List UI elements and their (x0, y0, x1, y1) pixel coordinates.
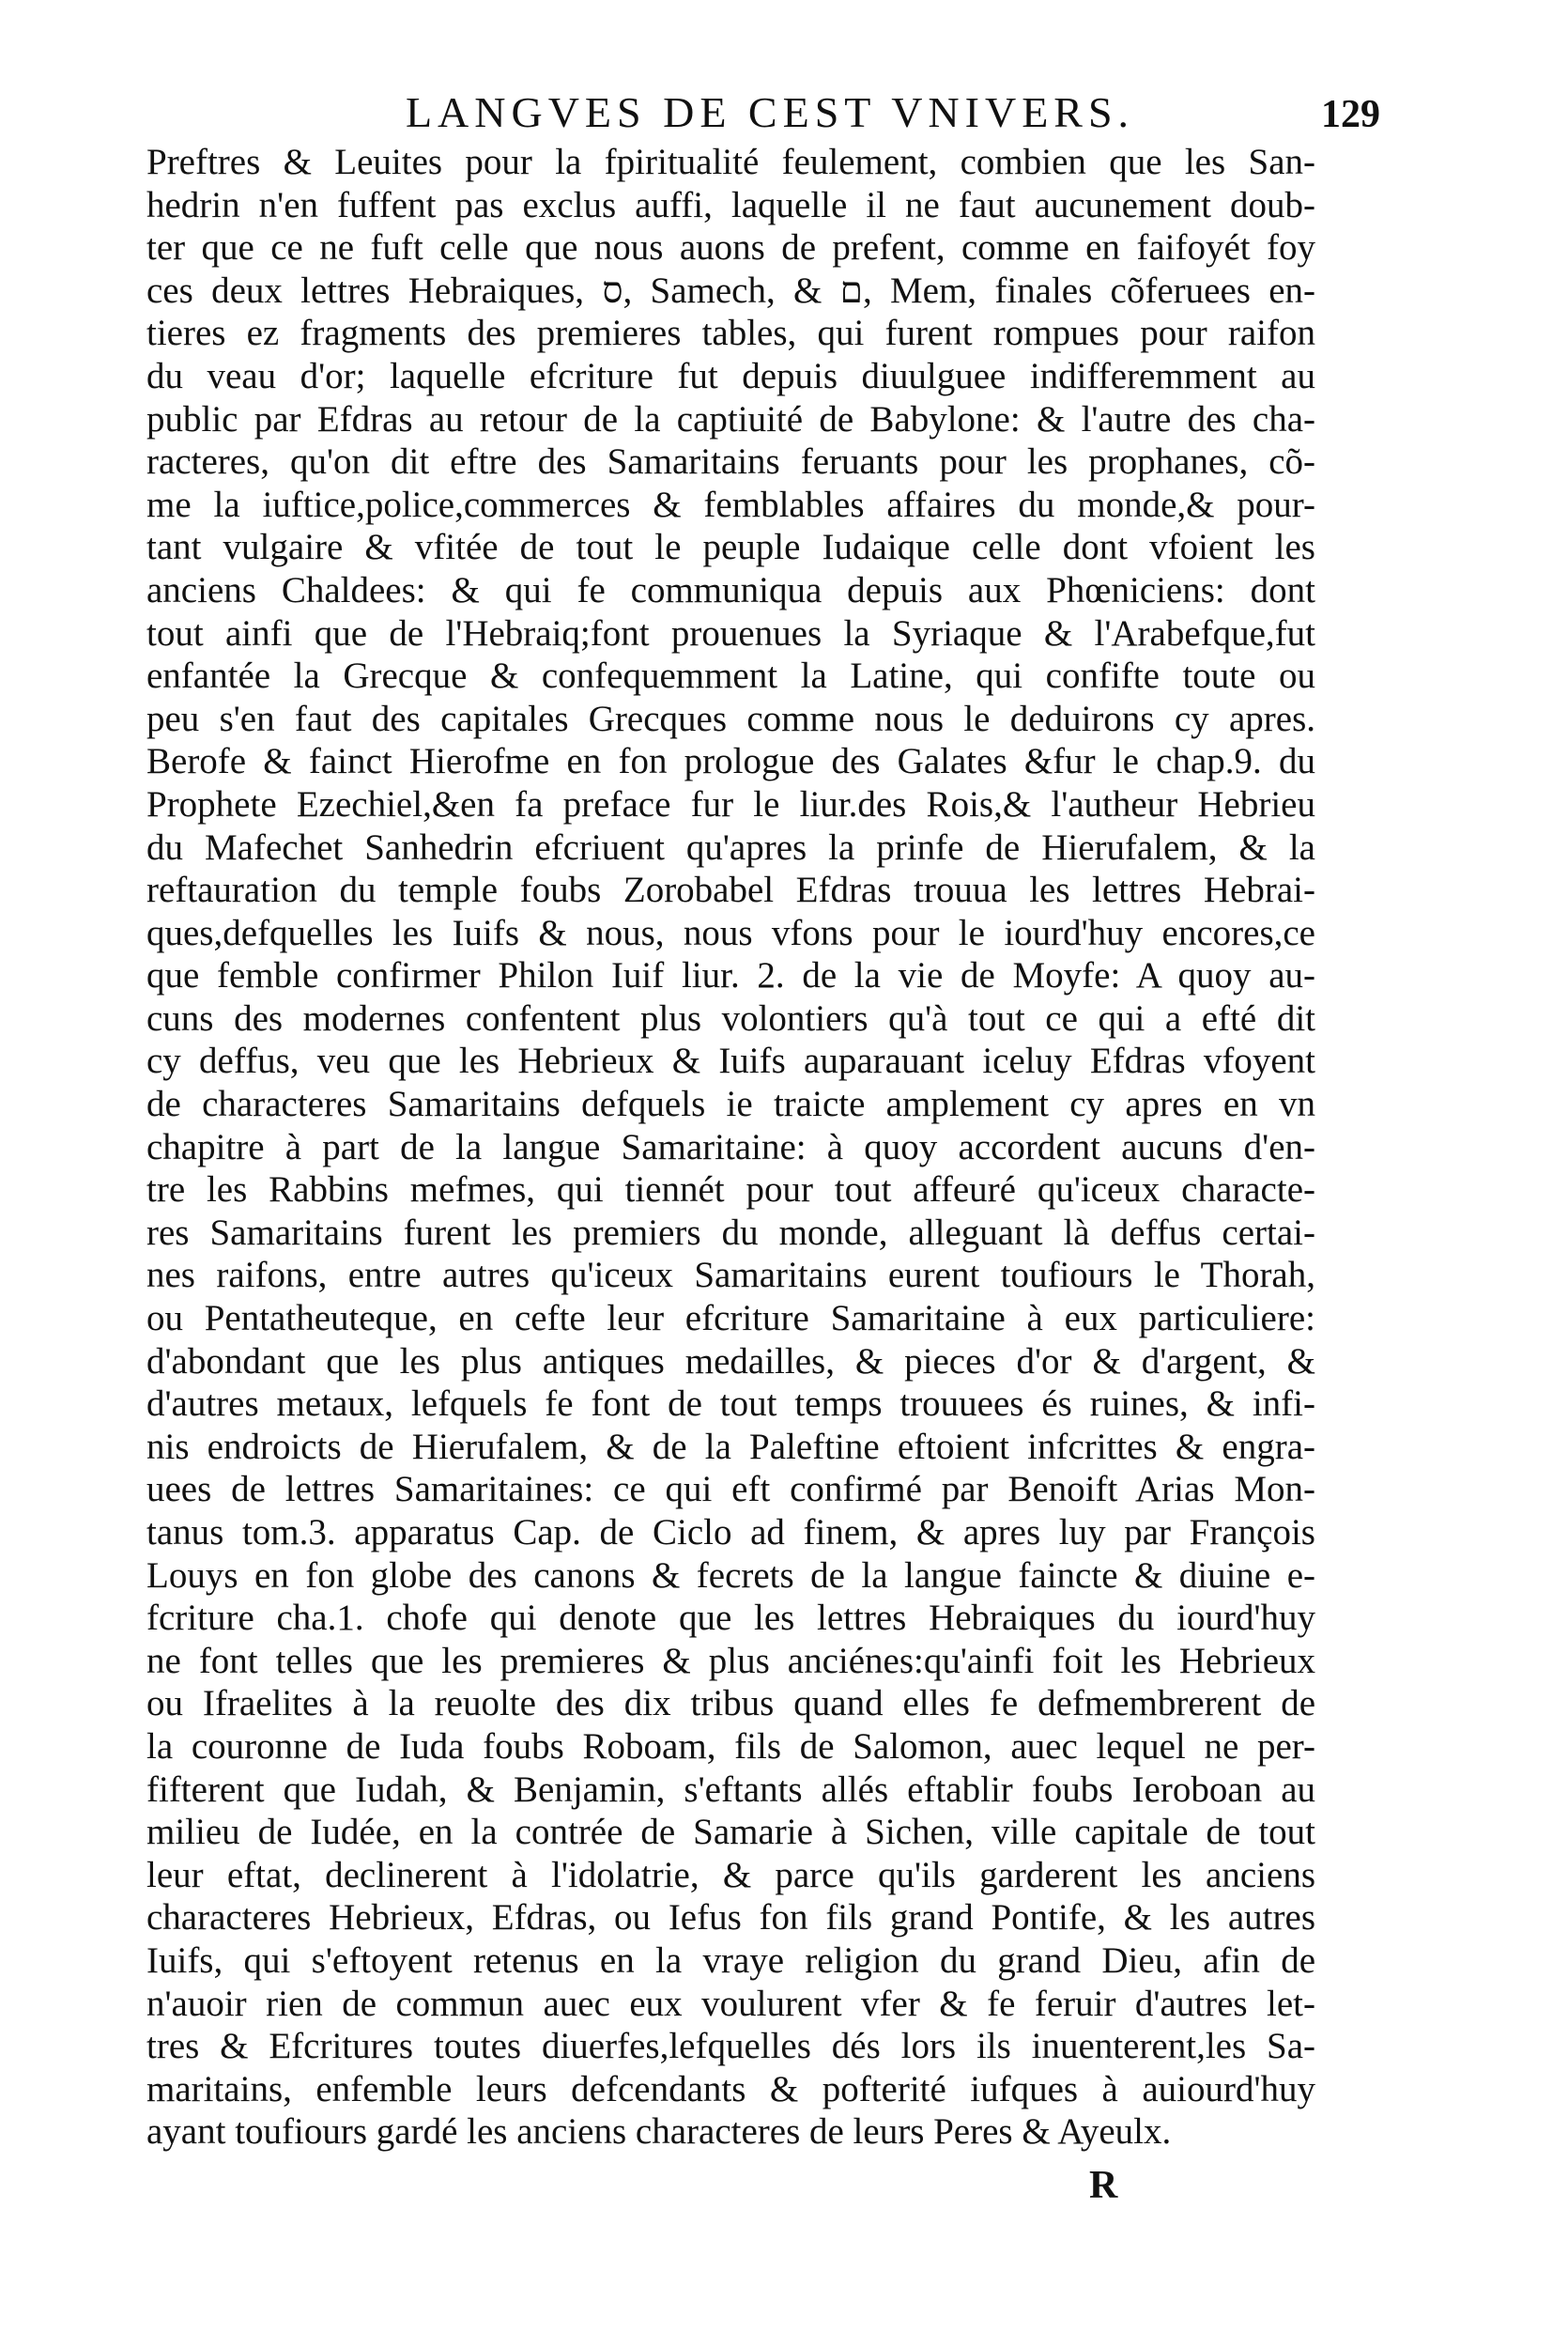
text-line: du veau d'or; laquelle efcriture fut depuis diuulguee indifferemment au (146, 355, 1315, 396)
text-line: tre les Rabbins mefmes, qui tiennét pour tout affeuré qu'iceux characte- (146, 1169, 1315, 1211)
text-line: que femble confirmer Philon Iuif liur. 2. de la vie de Moyfe: A quoy au- (146, 955, 1315, 996)
text-line: tieres ez fragments des premieres tables, qui furent rompues pour raifon (146, 313, 1315, 354)
text-line: fifterent que Iudah, & Benjamin, s'eftants allés eftablir foubs Ieroboan au (146, 1769, 1315, 1810)
text-line: cy deffus, veu que les Hebrieux & Iuifs auparauant iceluy Efdras vfoyent (146, 1041, 1315, 1082)
text-line: ayant toufiours gardé les anciens characteres de leurs Peres & Ayeulx. (146, 2111, 1172, 2153)
text-line: d'abondant que les plus antiques medailles, & pieces d'or & d'argent, & (146, 1340, 1315, 1382)
text-line: cuns des modernes confentent plus volontiers qu'à tout ce qui a efté dit (146, 997, 1315, 1039)
text-line: tout ainfi que de l'Hebraiq;font prouenues la Syriaque & l'Arabefque,fut (146, 612, 1315, 654)
text-line: uees de lettres Samaritaines: ce qui eft confirmé par Benoift Arias Mon- (146, 1469, 1315, 1510)
text-line: d'autres metaux, lefquels fe font de tout temps trouuees és ruines, & infi- (146, 1383, 1315, 1425)
text-line: ne font telles que les premieres & plus anciénes:qu'ainfi foit les Hebrieux (146, 1640, 1315, 1681)
text-line: nes raifons, entre autres qu'iceux Samaritains eurent toufiours le Thorah, (146, 1255, 1315, 1296)
text-line: public par Efdras au retour de la captiuité de Babylone: & l'autre des cha- (146, 398, 1315, 440)
text-line: maritains, enfemble leurs defcendants & pofterité iufques à auiourd'huy (146, 2068, 1315, 2109)
text-line: ou Pentatheuteque, en cefte leur efcriture Samaritaine à eux particuliere: (146, 1298, 1315, 1339)
text-line: Berofe & fainct Hierofme en fon prologue des Galates &fur le chap.9. du (146, 741, 1315, 782)
text-line: reftauration du temple foubs Zorobabel Efdras trouua les lettres Hebrai- (146, 870, 1315, 911)
text-line: racteres, qu'on dit eftre des Samaritains feruants pour les prophanes, cõ- (146, 441, 1315, 483)
text-line: fcriture cha.1. chofe qui denote que les lettres Hebraiques du iourd'huy (146, 1598, 1315, 1639)
text-line: enfantée la Grecque & confequemment la Latine, qui confifte toute ou (146, 656, 1315, 697)
text-line: Prophete Ezechiel,&en fa preface fur le liur.des Rois,& l'autheur Hebrieu (146, 783, 1315, 825)
text-line: characteres Hebrieux, Efdras, ou Iefus fon fils grand Pontife, & les autres (146, 1897, 1315, 1939)
catchword: R (1089, 2164, 1118, 2207)
text-line: Preftres & Leuites pour la fpiritualité feulement, combien que les San- (146, 142, 1315, 182)
text-line: anciens Chaldees: & qui fe communiqua depuis aux Phœniciens: dont (146, 569, 1315, 610)
text-line: nis endroicts de Hierufalem, & de la Paleftine eftoient infcrittes & engra- (146, 1426, 1315, 1467)
text-line: hedrin n'en fuffent pas exclus auffi, laquelle il ne faut aucunement doub- (146, 184, 1315, 225)
running-head (216, 86, 1380, 139)
page-number: 129 (1321, 93, 1380, 136)
text-line: de characteres Samaritains defquels ie traicte amplement cy apres en vn (146, 1084, 1315, 1125)
text-line: tanus tom.3. apparatus Cap. de Ciclo ad finem, & apres luy par François (146, 1512, 1315, 1552)
text-line: la couronne de Iuda foubs Roboam, fils de Salomon, auec lequel ne per- (146, 1725, 1315, 1767)
text-line: leur eftat, declinerent à l'idolatrie, & parce qu'ils garderent les anciens (146, 1854, 1315, 1895)
text-line: milieu de Iudée, en la contrée de Samarie à Sichen, ville capitale de tout (146, 1812, 1315, 1853)
body-text (146, 141, 1315, 2154)
text-line: peu s'en faut des capitales Grecques comme nous le deduirons cy apres. (146, 698, 1315, 739)
text-line: ques,defquelles les Iuifs & nous, nous vfons pour le iourd'huy encores,ce (146, 912, 1315, 953)
text-line: tres & Efcritures toutes diuerfes,lefquelles dés lors ils inuenterent,les Sa- (146, 2026, 1315, 2067)
text-line: du Mafechet Sanhedrin efcriuent qu'apres la prinfe de Hierufalem, & la (146, 826, 1315, 868)
text-line: ou Ifraelites à la reuolte des dix tribus quand elles fe defmembrerent de (146, 1683, 1315, 1724)
text-line: tant vulgaire & vfitée de tout le peuple Iudaique celle dont vfoient les (146, 527, 1315, 568)
text-line: res Samaritains furent les premiers du monde, alleguant là deffus certai- (146, 1212, 1315, 1253)
text-line: Louys en fon globe des canons & fecrets de la langue faincte & diuine e- (146, 1554, 1315, 1596)
text-line: ces deux lettres Hebraiques, ס, Samech, & ם, Mem, finales cõferuees en- (146, 270, 1316, 311)
running-title: LANGVES DE CEST VNIVERS. (405, 88, 1135, 136)
text-line: ter que ce ne fuft celle que nous auons de prefent, comme en faifoyét foy (146, 227, 1315, 269)
text-line: me la iuftice,police,commerces & femblables affaires du monde,& pour- (146, 484, 1315, 525)
text-line: chapitre à part de la langue Samaritaine: à quoy accordent aucuns d'en- (146, 1126, 1315, 1167)
text-line: Iuifs, qui s'eftoyent retenus en la vraye religion du grand Dieu, afin de (146, 1939, 1315, 1981)
text-line: n'auoir rien de commun auec eux voulurent vfer & fe feruir d'autres let- (146, 1983, 1315, 2024)
